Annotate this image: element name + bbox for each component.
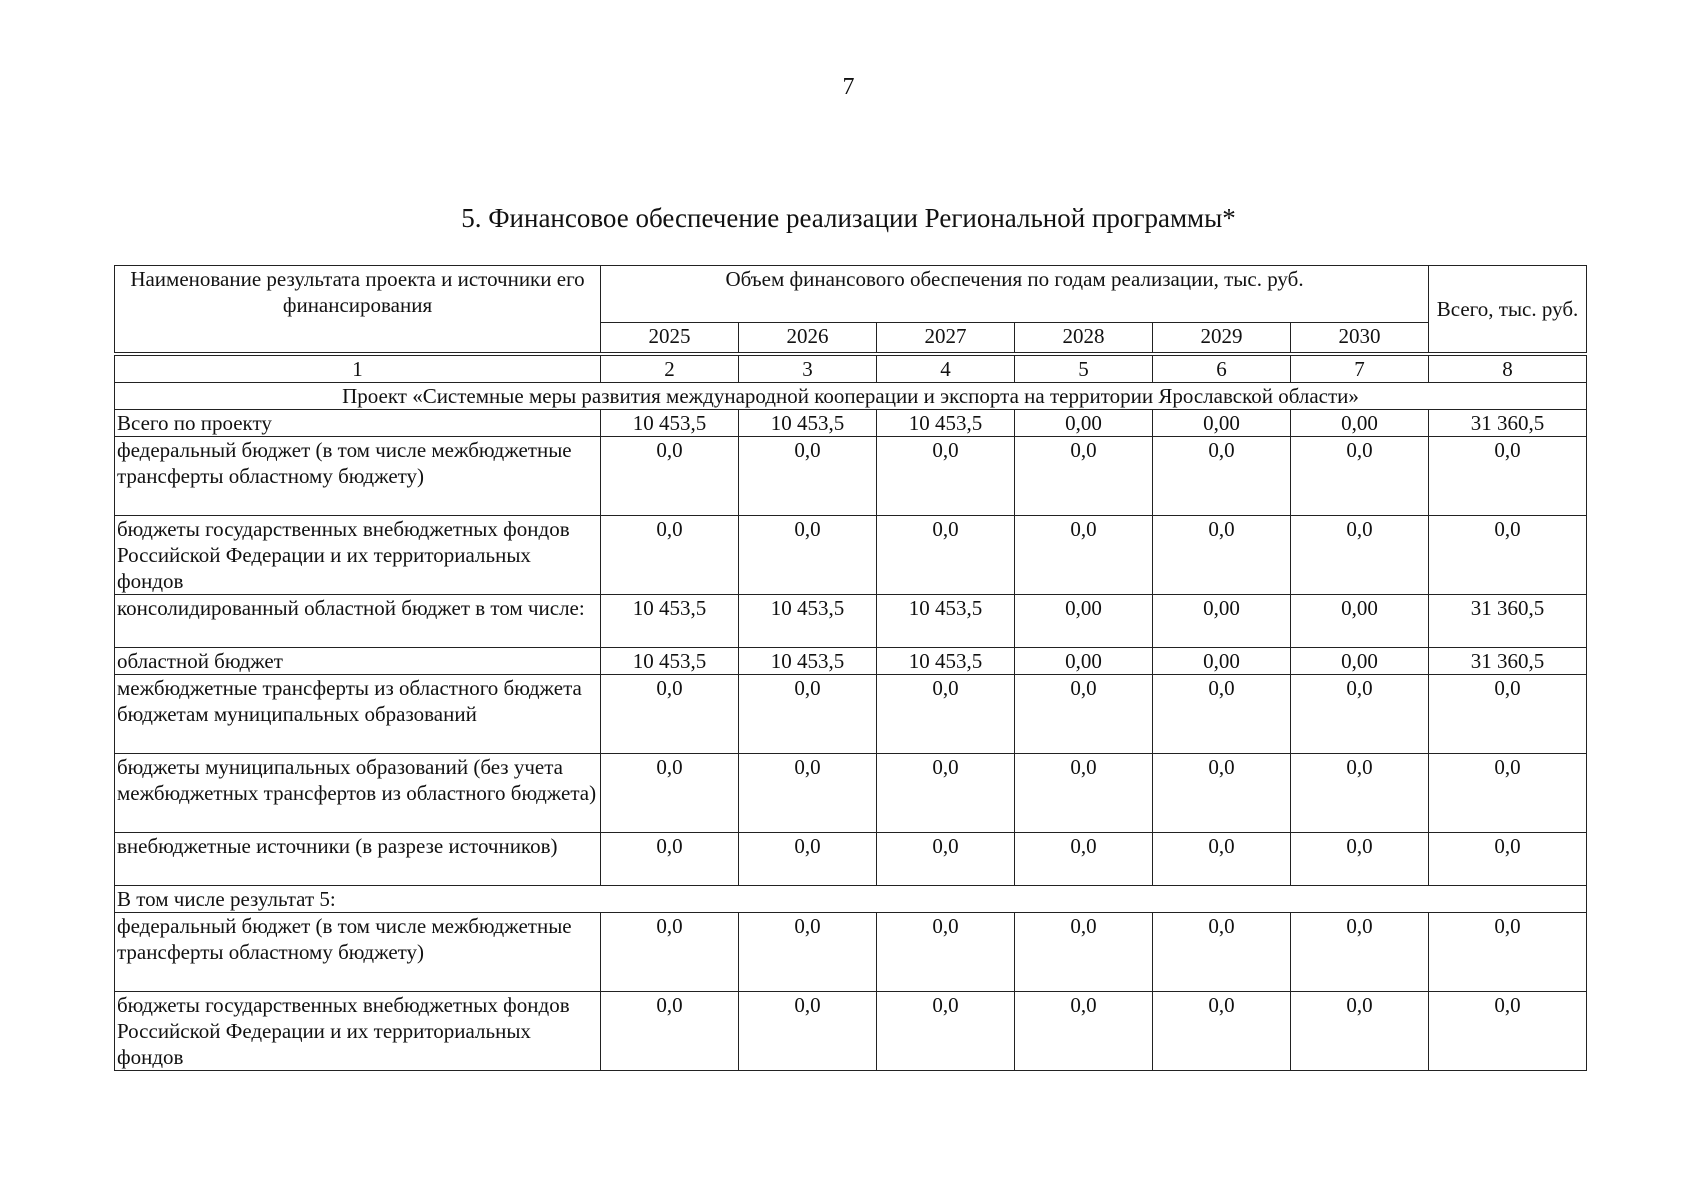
row-year-value: 10 453,5: [601, 648, 739, 675]
column-number: 3: [739, 354, 877, 383]
row-year-value: 0,0: [1291, 833, 1429, 886]
row-year-value: 10 453,5: [739, 595, 877, 648]
row-year-value: 0,0: [601, 754, 739, 833]
row-total-value: 31 360,5: [1429, 410, 1587, 437]
table-row: [115, 754, 1587, 833]
row-year-value: 0,00: [1291, 648, 1429, 675]
row-year-value: 0,0: [1291, 754, 1429, 833]
column-number: 5: [1015, 354, 1153, 383]
header-year: 2028: [1015, 323, 1153, 355]
row-year-value: 0,0: [739, 992, 877, 1071]
table-row: [115, 833, 1587, 886]
table-row: [115, 913, 1587, 992]
row-year-value: 0,00: [1153, 595, 1291, 648]
row-year-value: 10 453,5: [739, 410, 877, 437]
row-year-value: 0,0: [1153, 675, 1291, 754]
row-label: федеральный бюджет (в том числе межбюджетные трансферты областному бюджету): [115, 437, 601, 516]
row-year-value: 0,00: [1015, 595, 1153, 648]
header-name-column: Наименование результата проекта и источники его финансирования: [115, 266, 601, 355]
row-year-value: 0,0: [1015, 754, 1153, 833]
row-total-value: 0,0: [1429, 437, 1587, 516]
row-label: внебюджетные источники (в разрезе источников): [115, 833, 601, 886]
row-year-value: 0,0: [877, 675, 1015, 754]
row-year-value: 0,0: [1291, 675, 1429, 754]
header-year: 2030: [1291, 323, 1429, 355]
row-year-value: 0,0: [601, 516, 739, 595]
row-year-value: 10 453,5: [877, 410, 1015, 437]
row-year-value: 0,00: [1015, 410, 1153, 437]
table-row: [115, 648, 1587, 675]
row-year-value: 0,0: [739, 437, 877, 516]
column-number: 4: [877, 354, 1015, 383]
row-year-value: 0,0: [1015, 437, 1153, 516]
row-year-value: 10 453,5: [877, 648, 1015, 675]
row-total-value: 0,0: [1429, 992, 1587, 1071]
section-title: В том числе результат 5:: [115, 886, 1587, 913]
row-year-value: 0,0: [1015, 675, 1153, 754]
row-total-value: 31 360,5: [1429, 648, 1587, 675]
table-row: [115, 992, 1587, 1071]
row-year-value: 0,0: [601, 833, 739, 886]
row-year-value: 10 453,5: [601, 410, 739, 437]
row-total-value: 0,0: [1429, 833, 1587, 886]
row-year-value: 0,0: [1153, 754, 1291, 833]
row-year-value: 0,0: [1015, 992, 1153, 1071]
row-year-value: 0,00: [1291, 410, 1429, 437]
column-number: 7: [1291, 354, 1429, 383]
table-row: [115, 410, 1587, 437]
row-year-value: 0,0: [601, 992, 739, 1071]
row-year-value: 0,0: [1015, 833, 1153, 886]
financing-table: [114, 265, 1587, 1071]
table-row: [115, 675, 1587, 754]
header-year: 2026: [739, 323, 877, 355]
row-year-value: 10 453,5: [877, 595, 1015, 648]
row-year-value: 0,0: [739, 833, 877, 886]
header-total-column: Всего, тыс. руб.: [1429, 266, 1587, 355]
row-label: бюджеты муниципальных образований (без учета межбюджетных трансфертов из областного бюджета): [115, 754, 601, 833]
header-row-top: [115, 266, 1587, 323]
row-total-value: 0,0: [1429, 754, 1587, 833]
row-year-value: 0,0: [1291, 437, 1429, 516]
row-year-value: 10 453,5: [601, 595, 739, 648]
row-year-value: 0,0: [1153, 437, 1291, 516]
column-number: 8: [1429, 354, 1587, 383]
row-year-value: 0,0: [877, 516, 1015, 595]
row-year-value: 0,0: [877, 754, 1015, 833]
row-year-value: 0,00: [1015, 648, 1153, 675]
column-number: 6: [1153, 354, 1291, 383]
row-label: консолидированный областной бюджет в том числе:: [115, 595, 601, 648]
table-row: [115, 437, 1587, 516]
row-year-value: 0,0: [739, 913, 877, 992]
section-title-row: [115, 886, 1587, 913]
column-number: 1: [115, 354, 601, 383]
row-year-value: 0,0: [877, 913, 1015, 992]
table-row: [115, 595, 1587, 648]
header-year: 2029: [1153, 323, 1291, 355]
row-year-value: 10 453,5: [739, 648, 877, 675]
header-year: 2027: [877, 323, 1015, 355]
row-year-value: 0,0: [1153, 516, 1291, 595]
row-year-value: 0,0: [1291, 516, 1429, 595]
table-row: [115, 516, 1587, 595]
row-total-value: 0,0: [1429, 675, 1587, 754]
row-year-value: 0,0: [877, 992, 1015, 1071]
page-number: 7: [842, 74, 855, 100]
row-total-value: 31 360,5: [1429, 595, 1587, 648]
header-volume-column: Объем финансового обеспечения по годам реализации, тыс. руб.: [601, 266, 1429, 323]
row-label: Всего по проекту: [115, 410, 601, 437]
row-year-value: 0,0: [601, 913, 739, 992]
row-year-value: 0,0: [1015, 516, 1153, 595]
row-total-value: 0,0: [1429, 516, 1587, 595]
row-year-value: 0,0: [739, 754, 877, 833]
row-year-value: 0,00: [1153, 648, 1291, 675]
row-label: федеральный бюджет (в том числе межбюджетные трансферты областному бюджету): [115, 913, 601, 992]
header-year: 2025: [601, 323, 739, 355]
row-year-value: 0,0: [739, 675, 877, 754]
row-label: бюджеты государственных внебюджетных фондов Российской Федерации и их территориальных фондов: [115, 516, 601, 595]
row-total-value: 0,0: [1429, 913, 1587, 992]
row-year-value: 0,0: [877, 833, 1015, 886]
row-year-value: 0,00: [1291, 595, 1429, 648]
column-number-row: [115, 354, 1587, 383]
row-label: бюджеты государственных внебюджетных фондов Российской Федерации и их территориальных фондов: [115, 992, 601, 1071]
project-title: Проект «Системные меры развития международной кооперации и экспорта на территории Ярославской области»: [115, 383, 1587, 410]
row-year-value: 0,0: [601, 437, 739, 516]
project-title-row: [115, 383, 1587, 410]
column-number: 2: [601, 354, 739, 383]
row-year-value: 0,0: [739, 516, 877, 595]
row-year-value: 0,0: [1153, 913, 1291, 992]
row-year-value: 0,0: [1291, 913, 1429, 992]
row-year-value: 0,0: [1291, 992, 1429, 1071]
row-year-value: 0,0: [1015, 913, 1153, 992]
row-label: межбюджетные трансферты из областного бюджета бюджетам муниципальных образований: [115, 675, 601, 754]
row-year-value: 0,0: [1153, 833, 1291, 886]
row-year-value: 0,0: [1153, 992, 1291, 1071]
document-title: 5. Финансовое обеспечение реализации Региональной программы*: [461, 203, 1236, 233]
row-year-value: 0,0: [877, 437, 1015, 516]
row-label: областной бюджет: [115, 648, 601, 675]
row-year-value: 0,00: [1153, 410, 1291, 437]
row-year-value: 0,0: [601, 675, 739, 754]
